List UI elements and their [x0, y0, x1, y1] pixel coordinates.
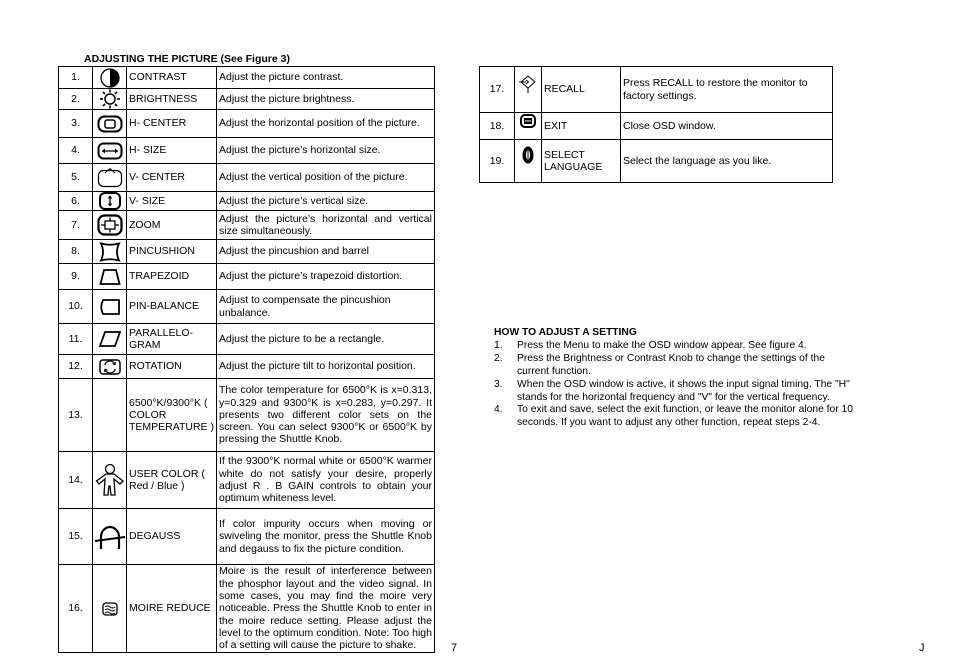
table-row: [59, 264, 435, 290]
how-to-heading: HOW TO ADJUST A SETTING: [494, 327, 637, 338]
parallelogram-icon: [93, 330, 126, 348]
table-row: [59, 509, 435, 565]
how-to-adjust-section: [494, 327, 854, 430]
function-name: DEGAUSS: [127, 509, 217, 565]
function-description: If the 9300°K normal white or 6500°K warmer white do not satisfy your desire, properly adjust R . B GAIN controls to obtain your optimum whiteness level.: [217, 452, 435, 509]
trapezoid-icon: [93, 268, 126, 286]
function-name: CONTRAST: [127, 67, 217, 89]
function-description: Adjust the pincushion and barrel: [217, 240, 435, 264]
table-row: [480, 140, 833, 183]
row-number: 19.: [480, 140, 515, 183]
brightness-icon: [93, 89, 126, 109]
row-number: 10.: [59, 290, 93, 324]
function-description: Select the language as you like.: [621, 140, 833, 183]
h-size-icon: [93, 142, 126, 160]
osd-functions-table-continued: [479, 66, 833, 183]
row-number: 5.: [59, 164, 93, 192]
function-description: If color impurity occurs when moving or swiveling the monitor, press the Shuttle Knob and degauss to fix the picture condition.: [217, 509, 435, 565]
exit-icon: [515, 114, 541, 128]
row-number: 8.: [59, 240, 93, 264]
row-number: 9.: [59, 264, 93, 290]
user-color-icon: [93, 463, 126, 497]
step-number: 2.: [494, 352, 503, 364]
table-row: [59, 211, 435, 240]
table-row: [59, 379, 435, 452]
function-name: SELECT LANGUAGE: [542, 140, 621, 183]
function-description: The color temperature for 6500°K is x=0.313, y=0.329 and 9300°K is x=0.283, y=0.297. It presents two different color sets on the screen. You can select 9300°K or 6500°K by pressing the Shuttle Knob.: [217, 379, 435, 452]
table-row: [59, 192, 435, 211]
step-number: 1.: [494, 339, 503, 351]
function-name: TRAPEZOID: [127, 264, 217, 290]
table-row: [59, 452, 435, 509]
row-number: 15.: [59, 509, 93, 565]
row-number: 17.: [480, 67, 515, 113]
list-item: [494, 404, 854, 430]
step-number: 4.: [494, 404, 503, 416]
list-item: [494, 340, 854, 353]
language-icon: [515, 145, 541, 165]
table-row: [59, 355, 435, 379]
function-description: Adjust the picture’s horizontal size.: [217, 138, 435, 164]
table-row: [59, 110, 435, 138]
function-description: Adjust the picture’s horizontal and vertical size simultaneously.: [217, 211, 435, 240]
function-name: PINCUSHION: [127, 240, 217, 264]
h-center-icon: [93, 115, 126, 133]
row-number: 16.: [59, 565, 93, 653]
row-number: 2.: [59, 89, 93, 110]
table-row: [59, 164, 435, 192]
function-name: MOIRE REDUCE: [127, 565, 217, 653]
function-name: PARALLELO-GRAM: [127, 324, 217, 355]
table-row: [480, 67, 833, 113]
row-number: 11.: [59, 324, 93, 355]
function-description: Adjust the horizontal position of the picture.: [217, 110, 435, 138]
row-number: 14.: [59, 452, 93, 509]
page-number-right: J: [919, 642, 925, 654]
contrast-icon: [93, 68, 126, 88]
moire-icon: [93, 602, 126, 616]
function-name: H- CENTER: [127, 110, 217, 138]
v-center-icon: [93, 167, 126, 189]
function-name: V- CENTER: [127, 164, 217, 192]
row-number: 13.: [59, 379, 93, 452]
zoom-icon: [93, 214, 126, 236]
row-number: 4.: [59, 138, 93, 164]
step-text: When the OSD window is active, it shows the input signal timing. The "H" stands for the horizontal frequency and "V" for the vertical frequency.: [517, 378, 850, 403]
function-description: Close OSD window.: [621, 113, 833, 140]
row-number: 1.: [59, 67, 93, 89]
table-row: [59, 290, 435, 324]
function-name: PIN-BALANCE: [127, 290, 217, 324]
row-number: 12.: [59, 355, 93, 379]
pincushion-icon: [93, 242, 126, 262]
function-name: ROTATION: [127, 355, 217, 379]
row-number: 6.: [59, 192, 93, 211]
list-item: [494, 379, 854, 405]
step-text: Press the Menu to make the OSD window appear. See figure 4.: [517, 339, 807, 351]
function-description: Adjust the vertical position of the picture.: [217, 164, 435, 192]
step-text: To exit and save, select the exit function, or leave the monitor alone for 10 seconds. If you want to adjust any other function, repeat steps 2-4.: [517, 404, 853, 429]
rotation-icon: [93, 358, 126, 376]
page-number-left: 7: [451, 642, 458, 654]
function-description: Adjust the picture tilt to horizontal position.: [217, 355, 435, 379]
recall-icon: [515, 74, 541, 94]
function-name: USER COLOR ( Red / Blue ): [127, 452, 217, 509]
table-row: [59, 67, 435, 89]
function-name: EXIT: [542, 113, 621, 140]
osd-functions-table: [58, 66, 435, 653]
function-name: V- SIZE: [127, 192, 217, 211]
table-row: [59, 565, 435, 653]
degauss-icon: [93, 522, 126, 552]
function-name: H- SIZE: [127, 138, 217, 164]
v-size-icon: [93, 192, 126, 210]
function-name: ZOOM: [127, 211, 217, 240]
row-number: 7.: [59, 211, 93, 240]
step-number: 3.: [494, 378, 503, 390]
table-row: [59, 240, 435, 264]
pin-balance-icon: [93, 298, 126, 316]
row-number: 18.: [480, 113, 515, 140]
step-text: Press the Brightness or Contrast Knob to change the settings of the current function.: [517, 352, 825, 377]
function-description: Adjust the picture’s trapezoid distortion.: [217, 264, 435, 290]
section-heading: ADJUSTING THE PICTURE (See Figure 3): [84, 53, 290, 65]
list-item: [494, 353, 854, 379]
function-description: Adjust the picture’s vertical size.: [217, 192, 435, 211]
function-name: 6500°K/9300°K ( COLOR TEMPERATURE ): [127, 379, 217, 452]
table-row: [59, 138, 435, 164]
function-description: Moire is the result of interference between the phosphor layout and the video signal. In some cases, you may find the moire very noticeable. Press the Shuttle Knob to enter in the moire reduce setting. Please adjust the level to the optimum condition. Note: Too high of a setting will cause the picture to shake.: [217, 565, 435, 653]
function-name: RECALL: [542, 67, 621, 113]
table-row: [59, 89, 435, 110]
function-name: BRIGHTNESS: [127, 89, 217, 110]
row-number: 3.: [59, 110, 93, 138]
function-description: Adjust the picture contrast.: [217, 67, 435, 89]
table-row: [480, 113, 833, 140]
function-description: Press RECALL to restore the monitor to factory settings.: [621, 67, 833, 113]
function-description: Adjust the picture brightness.: [217, 89, 435, 110]
function-description: Adjust the picture to be a rectangle.: [217, 324, 435, 355]
table-row: [59, 324, 435, 355]
function-description: Adjust to compensate the pincushion unbalance.: [217, 290, 435, 324]
